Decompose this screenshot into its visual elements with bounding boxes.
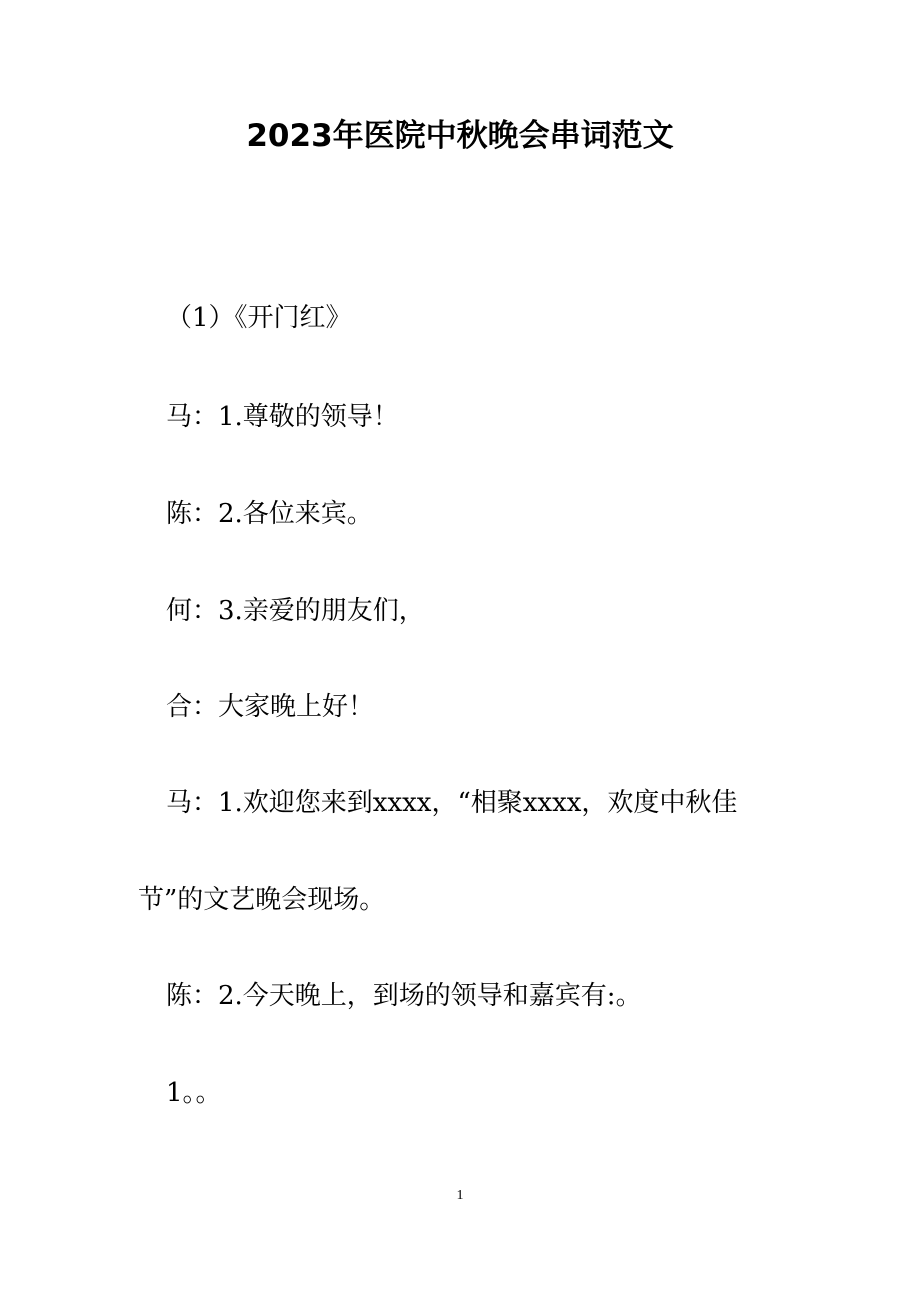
paragraph-line: 马：1.尊敬的领导！ xyxy=(166,402,399,432)
section-heading: （1）《开门红》 xyxy=(166,303,352,333)
paragraph-line: 合：大家晚上好！ xyxy=(166,692,375,722)
paragraph-line: 陈：2.今天晚上，到场的领导和嘉宾有:。 xyxy=(166,981,642,1011)
paragraph-line: 1。。 xyxy=(166,1078,222,1108)
paragraph-line: 陈：2.各位来宾。 xyxy=(166,499,373,529)
document-title: 2023年医院中秋晚会串词范文 xyxy=(246,118,674,154)
paragraph-line: 节”的文艺晚会现场。 xyxy=(138,885,386,915)
page-number: 1 xyxy=(456,1188,464,1203)
paragraph-line: 马：1.欢迎您来到xxxx，“相聚xxxx，欢度中秋佳 xyxy=(166,788,738,818)
paragraph-line: 何：3.亲爱的朋友们， xyxy=(166,596,425,626)
